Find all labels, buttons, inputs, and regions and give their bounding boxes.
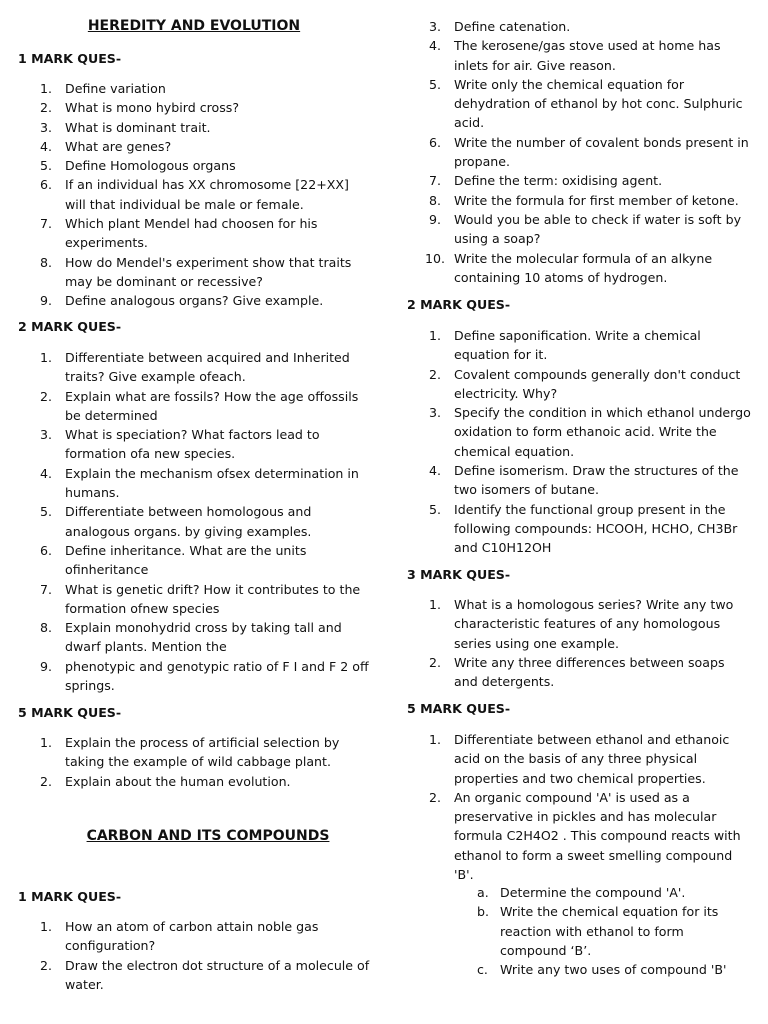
question-item: 2. Explain what are fossils? How the age offossils be determined <box>40 388 359 423</box>
question-item: 2. Write any three differences between soaps and detergents. <box>429 654 725 690</box>
question-item: 8. How do Mendel's experiment show that traits may be dominant or recessive? <box>40 254 352 289</box>
question-item: 5. Write only the chemical equation for dehydration of ethanol by hot conc. Sulphuric acid. <box>429 76 743 131</box>
sub-question-item: b. Write the chemical equation for its reaction with ethanol to form compound ‘B’. <box>477 904 719 958</box>
question-item: 1. Explain the process of artificial selection by taking the example of wild cabbage plant. <box>40 735 340 770</box>
carbon-3-mark-heading: 3 MARK QUES- <box>407 567 511 582</box>
question-item: 9. Define analogous organs? Give example. <box>40 293 324 309</box>
question-item: 1. How an atom of carbon attain noble gas configuration? <box>40 919 319 954</box>
carbon-5-mark-sub-list <box>407 883 752 979</box>
sub-question-item: c. Write any two uses of compound 'B' <box>477 962 727 978</box>
carbon-1-mark-list-left <box>18 917 370 994</box>
question-item: 1. Define variation <box>40 81 166 96</box>
question-item: 2. Explain about the human evolution. <box>40 773 291 789</box>
question-item: 8. Write the formula for first member of ketone. <box>429 192 739 208</box>
question-item: 3. Specify the condition in which ethanol undergo oxidation to form ethanoic acid. Write the chemical equation. <box>429 405 751 459</box>
heredity-5-mark-list <box>18 733 370 791</box>
question-item: 7. Which plant Mendel had choosen for his experiments. <box>40 216 318 251</box>
heredity-2-mark-heading: 2 MARK QUES- <box>18 319 122 334</box>
section-title-heredity: HEREDITY AND EVOLUTION <box>87 18 301 34</box>
sub-question-item: a. Determine the compound 'A'. <box>477 885 686 900</box>
section-title-carbon: CARBON AND ITS COMPOUNDS <box>86 828 330 844</box>
question-item: 4. Define isomerism. Draw the structures of the two isomers of butane. <box>429 463 739 498</box>
question-item: 3. What is dominant trait. <box>40 119 211 135</box>
question-item: 2. An organic compound 'A' is used as a preservative in pickles and has molecular formula C2H4O2 . This compound reacts with ethanol to form a sweet smelling compound 'B'. <box>429 789 741 883</box>
carbon-3-mark-list <box>407 595 752 691</box>
carbon-5-mark-list <box>407 730 752 884</box>
question-item: 7. Define the term: oxidising agent. <box>429 173 663 189</box>
question-item: 6. Define inheritance. What are the units ofinheritance <box>40 542 307 578</box>
heredity-5-mark-heading: 5 MARK QUES- <box>18 705 122 720</box>
question-item: 4. What are genes? <box>40 138 172 154</box>
heredity-2-mark-list <box>18 348 370 695</box>
question-item: 3. Define catenation. <box>429 19 571 34</box>
question-item: 1. Define saponification. Write a chemical equation for it. <box>429 328 701 363</box>
question-item: 10. Write the molecular formula of an alkyne containing 10 atoms of hydrogen. <box>425 250 713 285</box>
question-item: 5. Identify the functional group present in the following compounds: HCOOH, HCHO, CH3Br and C10H12OH <box>429 501 738 556</box>
question-item: 9. Would you be able to check if water is soft by using a soap? <box>429 211 742 247</box>
carbon-2-mark-heading: 2 MARK QUES- <box>407 297 511 312</box>
question-item: 4. Explain the mechanism ofsex determination in humans. <box>40 465 359 501</box>
question-item: 2. Draw the electron dot structure of a molecule of water. <box>40 957 370 992</box>
question-item: 9. phenotypic and genotypic ratio of F I and F 2 off springs. <box>40 658 369 694</box>
carbon-1-mark-list-right <box>407 17 752 287</box>
question-item: 1. Differentiate between acquired and Inherited traits? Give example ofeach. <box>40 350 350 385</box>
question-item: 5. Define Homologous organs <box>40 158 236 174</box>
carbon-2-mark-list <box>407 326 752 558</box>
question-item: 6. If an individual has XX chromosome [22+XX] will that individual be male or female. <box>40 177 349 212</box>
carbon-1-mark-heading: 1 MARK QUES- <box>18 889 122 904</box>
question-item: 1. Differentiate between ethanol and ethanoic acid on the basis of any three physical properties and two chemical properties. <box>429 732 730 786</box>
question-item: 4. The kerosene/gas stove used at home has inlets for air. Give reason. <box>429 38 721 73</box>
question-item: 5. Differentiate between homologous and analogous organs. by giving examples. <box>40 504 312 539</box>
question-item: 3. What is speciation? What factors lead to formation ofa new species. <box>40 427 320 462</box>
question-item: 8. Explain monohydrid cross by taking tall and dwarf plants. Mention the <box>40 620 342 655</box>
question-item: 1. What is a homologous series? Write any two characteristic features of any homologous series using one example. <box>429 597 734 651</box>
carbon-5-mark-heading: 5 MARK QUES- <box>407 701 511 716</box>
question-item: 6. Write the number of covalent bonds present in propane. <box>429 134 749 170</box>
question-item: 7. What is genetic drift? How it contributes to the formation ofnew species <box>40 581 361 616</box>
question-item: 2. What is mono hybird cross? <box>40 100 240 116</box>
heredity-1-mark-list <box>18 79 370 311</box>
heredity-1-mark-heading: 1 MARK QUES- <box>18 51 122 66</box>
question-item: 2. Covalent compounds generally don't conduct electricity. Why? <box>429 366 741 401</box>
